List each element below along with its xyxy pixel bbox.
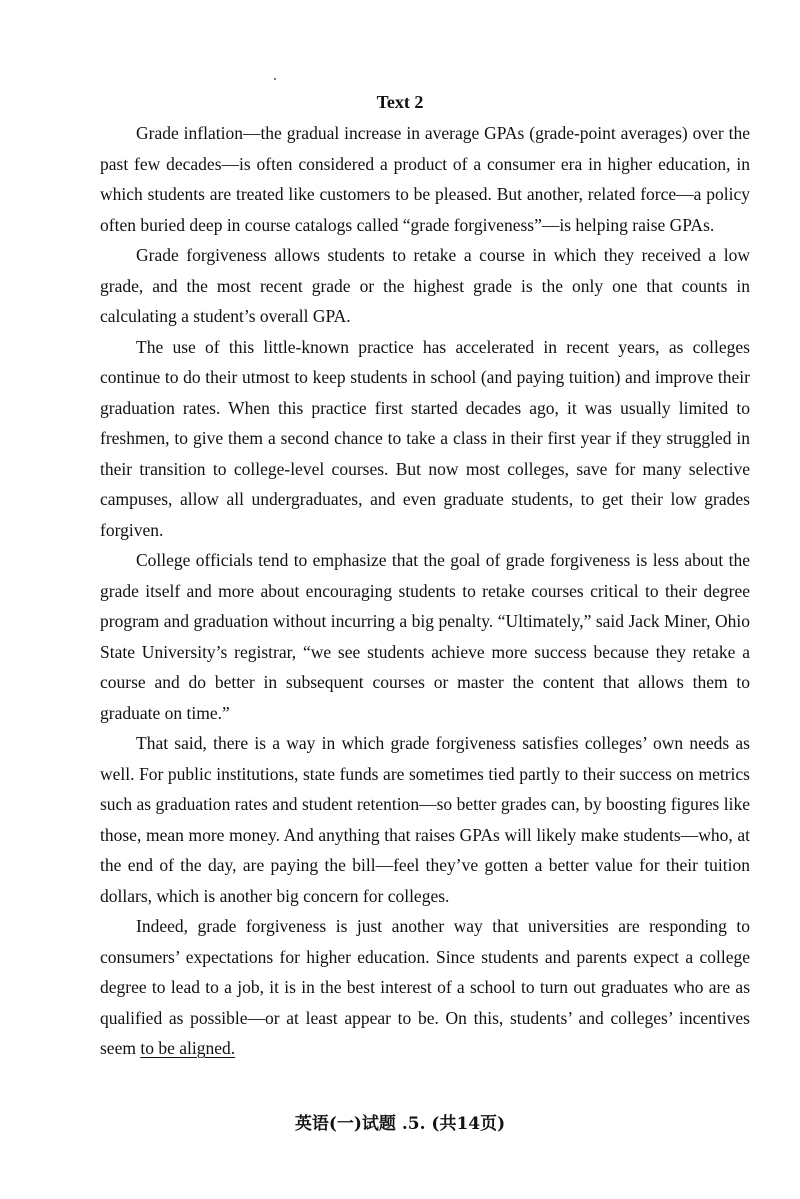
paragraph-1: Grade inflation—the gradual increase in average GPAs (grade-point averages) over the past few decades—is often considered a product of a consumer era in higher education, in which students are treated like customers to be pleased. But another, related force—a policy often buried deep in course catalogs called “grade forgiveness”—is helping raise GPAs. [100, 123, 750, 235]
page-footer: 英语(一)试题 .5. (共14页) [294, 1114, 506, 1134]
underlined-phrase: to be aligned. [140, 1038, 236, 1058]
paragraph-6-text: Indeed, grade forgiveness is just another way that universities are responding to consumers’ expectations for higher education. Since students and parents expect a college degree to lead to a job, it is in the best interest of a school to turn out graduates who are as qualified as possible—or at least appear to be. On this, students’ and colleges’ incentives seem [100, 916, 750, 1058]
paragraph-6 [100, 911, 750, 1064]
paragraph-3: The use of this little-known practice has accelerated in recent years, as colleges continue to do their utmost to keep students in school (and paying tuition) and improve their graduation rates. When this practice first started decades ago, it was usually limited to freshmen, to give them a second chance to take a class in their first year if they struggled in their transition to college-level courses. But now most colleges, save for many selective campuses, allow all undergraduates, and even graduate students, to get their low grades forgiven. [100, 336, 750, 540]
paragraph-5: That said, there is a way in which grade forgiveness satisfies colleges’ own needs as well. For public institutions, state funds are sometimes tied partly to their success on metrics such as graduation rates and student retention—so better grades can, by boosting figures like those, mean more money. And anything that raises GPAs will likely make students—who, at the end of the day, are paying the bill—feel they’ve gotten a better value for their tuition dollars, which is another big concern for colleges. [100, 733, 750, 906]
stray-dot-mark [274, 78, 276, 80]
paragraph-4: College officials tend to emphasize that the goal of grade forgiveness is less about the grade itself and more about encouraging students to retake courses critical to their degree program and graduation without incurring a big penalty. “Ultimately,” said Jack Miner, Ohio State University’s registrar, “we see students achieve more success because they retake a course and do better in subsequent courses or master the content that allows them to graduate on time.” [100, 550, 750, 723]
passage-title: Text 2 [376, 92, 424, 112]
paragraph-2: Grade forgiveness allows students to retake a course in which they received a low grade, and the most recent grade or the highest grade is the only one that counts in calculating a student’s overall GPA. [100, 245, 750, 326]
passage-body [100, 118, 750, 1064]
